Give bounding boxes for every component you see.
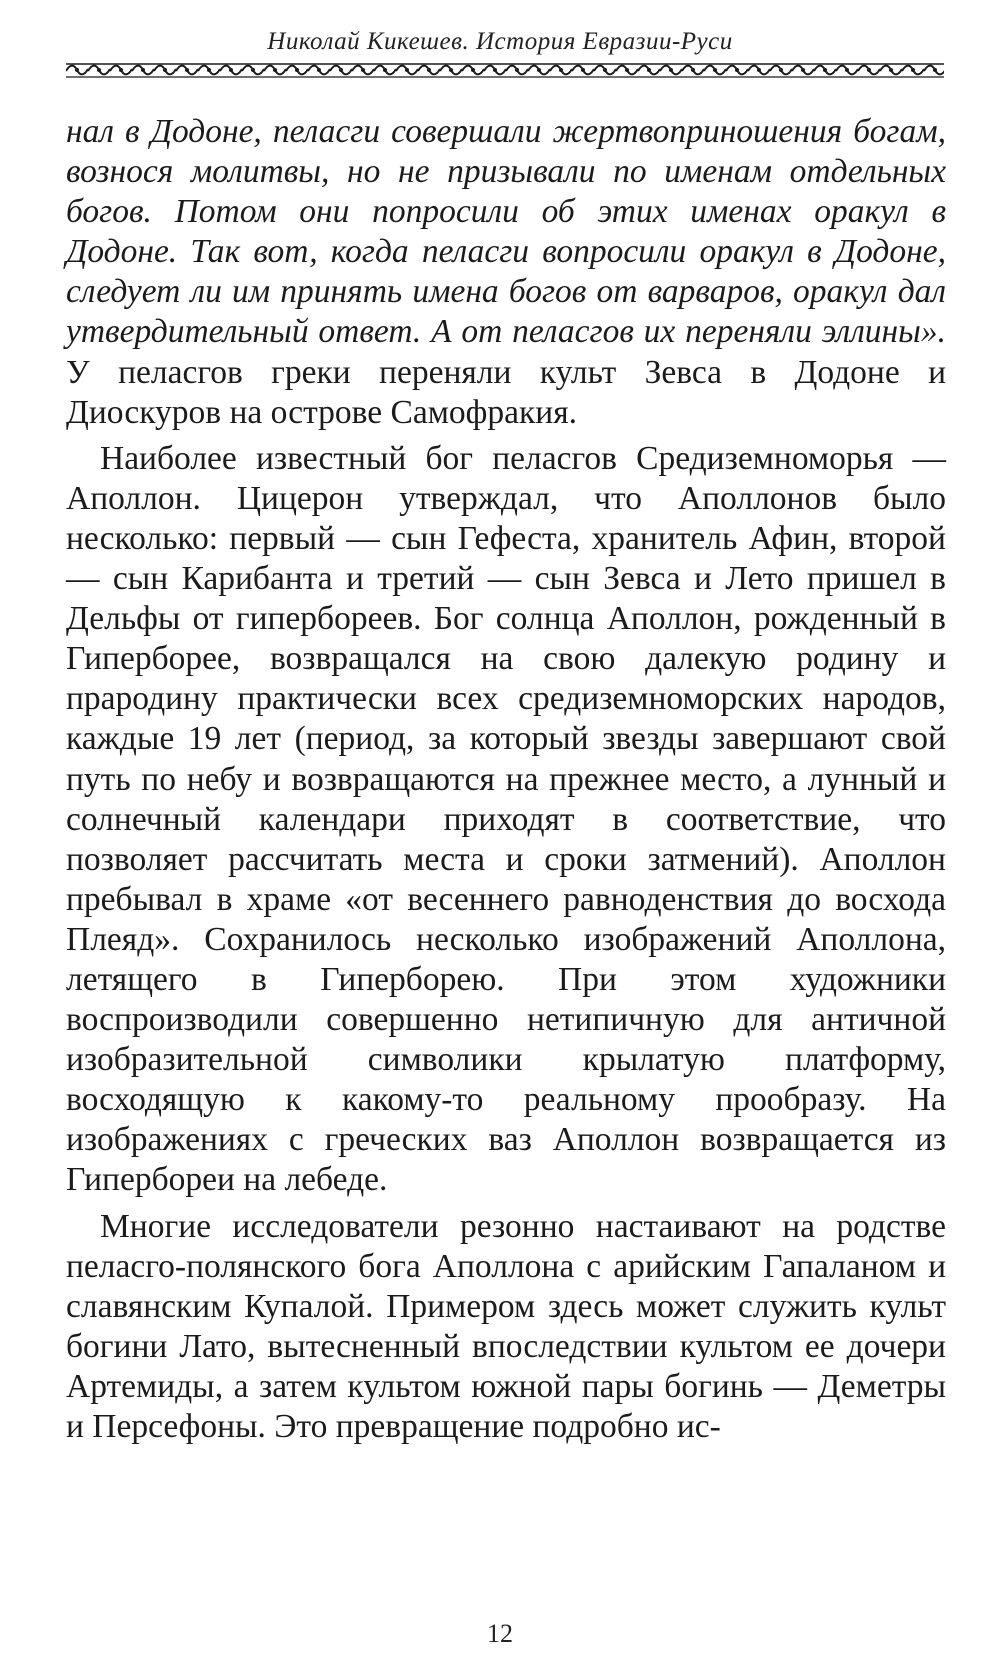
running-title: Николай Кикешев. История Евразии-Руси [267, 28, 733, 55]
page-number: 12 [487, 1619, 513, 1648]
main-text [66, 112, 946, 1447]
paragraph-3: Многие исследователи резонно настаивают на родстве пеласго-полянского бога Аполлона с арийским Гапаланом и славянским Купалой. Примером здесь может служить культ богини Лато, вытесненный впоследствии культом ее дочери Артемиды, а затем культом южной пары богинь — Деметры и Персефоны. Это превращение подробно ис- [66, 1207, 946, 1445]
paragraph-1 [66, 112, 946, 433]
paragraph-2: Наиболее известный бог пеласгов Средиземноморья — Аполлон. Цицерон утверждал, что Аполлонов было несколько: первый — сын Гефеста, хранитель Афин, второй — сын Карибанта и третий — сын Зевса и Лето пришел в Дельфы от гипербореев. Бог солнца Аполлон, рожденный в Гиперборее, возвращался на свою далекую родину и прародину практически всех средиземноморских народов, каждые 19 лет (период, за который звезды завершают свой путь по небу и возвращаются на прежнее место, а лунный и солнечный календари приходят в соответствие, что позволяет рассчитать места и сроки затмений). Аполлон пребывал в храме «от весеннего равноденствия до восхода Плеяд». Сохранилось несколько изображений Аполлона, летящего в Гиперборею. При этом художники воспроизводили совершенно нетипичную для античной изобразительной символики крылатую платформу, восходящую к какому-то реальному прообразу. На изображениях с греческих ваз Аполлон возвращается из Гипербореи на лебеде. [66, 439, 946, 1199]
herodotus-quote: нал в Додоне, пеласги совершали жертвоприношения богам, вознося молитвы, но не призывали по именам отдельных богов. Потом они попросили об этих именах оракул в Додоне. Так вот, когда пеласги вопросили оракул в Додоне, следует ли им принять имена богов от варваров, оракул дал утвердительный ответ. А от пеласгов их переняли эллины». [66, 113, 946, 351]
decorative-rule [66, 62, 944, 78]
paragraph-1-continuation: У пеласгов греки переняли культ Зевса в Додоне и Диоскуров на острове Самофракия. [66, 353, 946, 431]
